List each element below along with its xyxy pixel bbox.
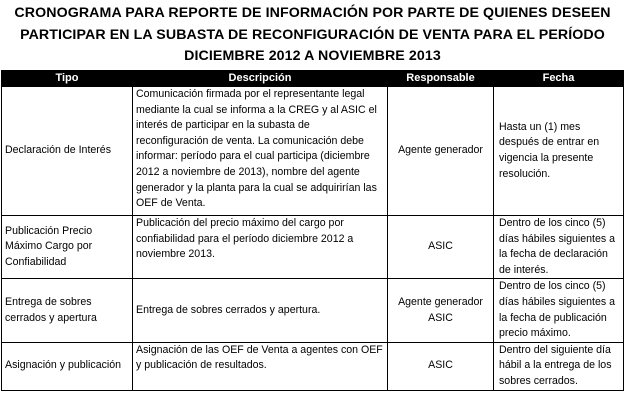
cell-fecha: [494, 279, 624, 342]
cell-fecha-text: Dentro del siguiente día hábil a la entrega de los sobres cerrados.: [499, 343, 612, 387]
title-line-2: PARTICIPAR EN LA SUBASTA DE RECONFIGURACIÓN DE VENTA PARA EL PERÍODO: [20, 26, 605, 43]
header-tipo: Tipo: [2, 71, 133, 87]
cell-tipo: Asignación y publicación: [2, 342, 133, 390]
header-responsable: Responsable: [388, 71, 494, 87]
cell-responsable: ASIC: [388, 342, 494, 390]
table-header-row: [2, 71, 624, 87]
title-line-3: DICIEMBRE 2012 A NOVIEMBRE 2013: [184, 48, 441, 64]
cell-fecha: [494, 342, 624, 390]
cell-descripcion: Entrega de sobres cerrados y apertura.: [133, 279, 388, 342]
title-line-1: CRONOGRAMA PARA REPORTE DE INFORMACIÓN POR PARTE DE QUIENES DESEEN: [14, 5, 611, 21]
cell-descripcion: Comunicación firmada por el representante legal mediante la cual se informa a la CREG y al ASIC el interés de participar en la subasta de reconfiguración de venta. La comunicación debe informar: período para el cual participa (diciembre 2012 a noviembre de 2013), nombre del agente generador y la planta para la cual se adquirirían las OEF de Venta.: [133, 87, 388, 216]
document-title: [0, 3, 625, 68]
cell-descripcion: Publicación del precio máximo del cargo por confiabilidad para el período diciembre 2012 a noviembre 2013.: [133, 216, 388, 279]
cell-fecha-text: Dentro de los cinco (5) días hábiles siguientes a la fecha de publicación precio máximo.: [499, 280, 616, 340]
cell-tipo: Entrega de sobres cerrados y apertura: [2, 279, 133, 342]
header-descripcion: Descripción: [133, 71, 388, 87]
cell-descripcion: Asignación de las OEF de Venta a agentes con OEF y publicación de resultados.: [133, 342, 388, 390]
cell-fecha-text: Hasta un (1) mes después de entrar en vigencia la presente resolución.: [499, 120, 600, 180]
cell-responsable: ASIC: [388, 216, 494, 279]
cell-tipo: Publicación Precio Máximo Cargo por Confiabilidad: [2, 216, 133, 279]
schedule-table: [1, 70, 624, 391]
table-row: [2, 87, 624, 216]
table-row: [2, 216, 624, 279]
table-row: [2, 279, 624, 342]
cell-fecha-text: Dentro de los cinco (5) días hábiles siguientes a la fecha de declaración de interés.: [499, 217, 616, 276]
header-fecha: Fecha: [494, 71, 624, 87]
cell-tipo: Declaración de Interés: [2, 87, 133, 216]
table-row: [2, 342, 624, 390]
cell-fecha: [494, 87, 624, 216]
cell-responsable: Agente generador: [388, 87, 494, 216]
cell-responsable: Agente generador ASIC: [388, 279, 494, 342]
cell-fecha: [494, 216, 624, 279]
